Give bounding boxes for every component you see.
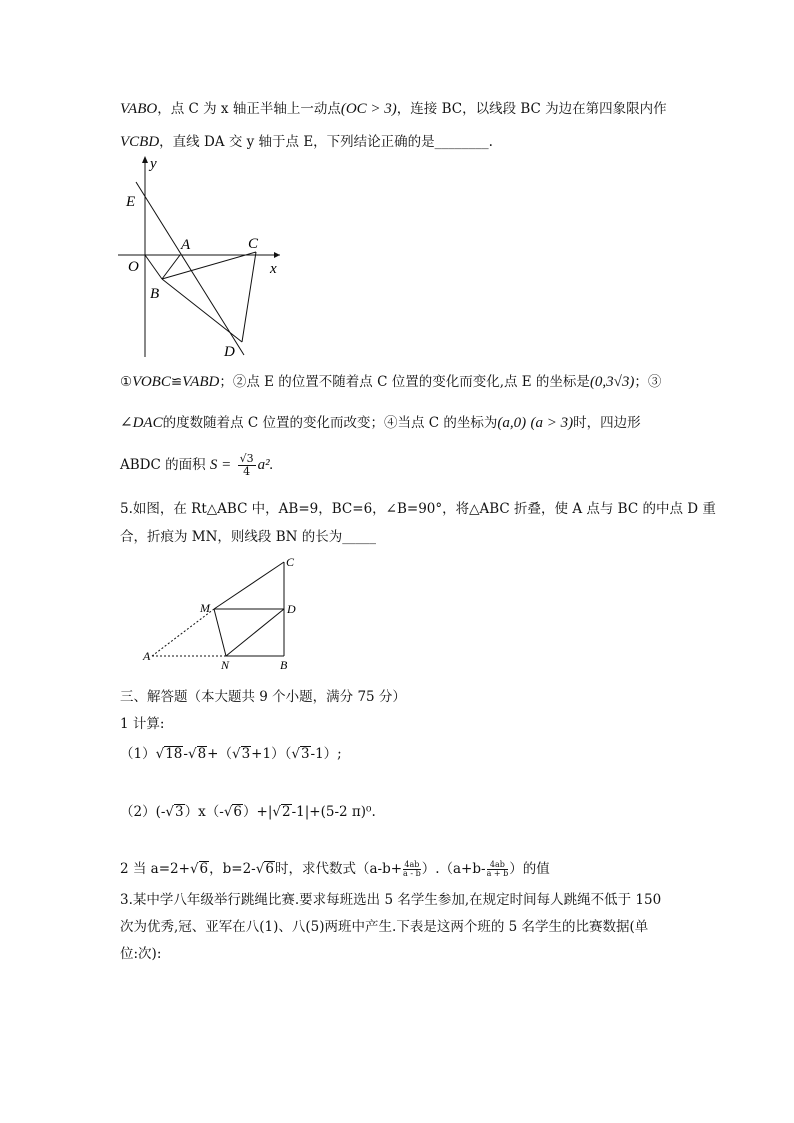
y-axis-arrow [142,156,148,163]
condition-oc: (OC > 3) [340,101,397,117]
area-label: ABDC 的面积 [120,457,206,473]
minus-one-close: -1）; [310,746,342,762]
triangle-abo: VABO [120,101,158,117]
triangle-cbd: VCBD [120,134,160,150]
problem-3-line-1: 3.某中学八年级举行跳绳比赛.要求每班选出 5 名学生参加,在规定时间每人跳绳不低于 150 [120,892,662,908]
plus-open: +（ [207,746,232,762]
conclusion-2-text: ；②点 E 的位置不随着点 C 位置的变化而变化,点 E 的坐标是 [219,374,590,390]
area-formula-tail: a². [257,457,274,473]
radicand-18: 18 [165,746,183,762]
q4-text-1: ，点 C 为 x 轴正半轴上一动点 [157,101,341,117]
q4-conclusion-line-3 [120,452,273,478]
segment-cd [242,252,256,342]
area-fraction-denominator: 4 [243,465,251,478]
q4-text-3: ，直线 DA 交 y 轴于点 E，下列结论正确的是________. [159,134,493,150]
problem-1-part-1: （1）√18-√8+（√3+1）（√3-1）; [120,746,342,762]
problem-2: 2 当 a=2+√6，b=2-√6时，求代数式（a-b+ $\frac{4ab}{a - b}$ ）.（a+b- $\frac{4ab}{a + b}$ ）的值 [120,860,550,878]
p2-fraction-2-numerator: 4ab [487,861,509,870]
q4-text-2: ，连接 BC，以线段 BC 为边在第四象限内作 [396,101,667,117]
q5-fold-figure [140,552,310,674]
p2-expression-middle: ）.（a+b- [421,861,486,877]
segment-bc [162,252,256,279]
angle-dac: ∠DAC [120,415,163,431]
q4-line-1 [120,100,667,118]
triangle-obc: VOBC [132,374,171,390]
radicand-2: 2 [282,804,291,820]
q4-conclusion-line-2 [120,414,641,432]
label-c: C [248,236,259,252]
point-e-coordinate: (0,3√3) [589,374,635,390]
label-y: y [150,156,157,172]
abs-close-tail: -1|+(5-2 π)⁰. [291,804,376,820]
times-sign: ）x（- [184,804,224,820]
x-axis-arrow [274,252,280,258]
q4-line-2 [120,133,493,151]
p2-expression-end: ）的值 [509,861,550,877]
label-d: D [224,344,235,360]
minus-sign: - [183,746,188,762]
q4-coordinate-figure [118,152,288,362]
label-o: O [128,259,139,275]
triangle-abd: VABD [182,374,220,390]
segment-nd [226,609,284,656]
problem-1-part-2: （2）(-√3）x（-√6）+|√2-1|+(5-2 π)⁰. [120,804,376,820]
label-a: A [143,649,151,663]
area-formula-lhs: S = [209,457,232,473]
dotted-am [152,609,214,656]
p2-b-value: ，b=2- [209,861,256,877]
conclusion-4-text: 时，四边形 [573,415,641,431]
congruent-symbol: ≌ [170,374,183,390]
p2-fraction-1-denominator: a - b [403,869,421,878]
p2-fraction-1-numerator: 4ab [404,860,420,869]
marker-3: ；③ [634,374,662,390]
q4-conclusion-line-1 [120,373,661,391]
p2-a-value: 2 当 a=2+ [120,861,190,877]
plus-one-close-open: +1）（ [251,746,292,762]
label-b: B [280,658,288,672]
label-e: E [126,194,136,210]
label-m: M [200,601,210,615]
area-fraction-numerator: √3 [239,452,254,465]
p2-expression-start: 时，求代数式（a-b+ [274,861,403,877]
p2-fraction-2-denominator: a + b [486,869,509,878]
label-c: C [286,555,295,569]
segment-cm [214,562,284,609]
conclusion-3-text: 的度数随着点 C 位置的变化而改变；④当点 C 的坐标为 [162,415,498,431]
area-fraction [238,453,256,478]
p2-fraction-2 [487,861,509,878]
problem-3-line-2: 次为优秀,冠、亚军在八(1)、八(5)两班中产生.下表是这两个班的 5 名学生的比赛数据(单 [120,919,649,935]
radicand-3b: 3 [300,746,310,762]
label-a: A [181,237,191,253]
p2-radicand-6b: 6 [265,861,274,877]
section-3-heading: 三、解答题（本大题共 9 个小题，满分 75 分） [120,689,406,705]
p2-fraction-1 [403,861,421,878]
problem-1-title: 1 计算: [120,716,165,732]
point-c-coordinate: (a,0) [497,415,527,431]
segment-ob [145,255,162,279]
label-b: B [150,286,160,302]
marker-1: ① [120,374,133,390]
radicand-6: 6 [233,804,243,820]
label-n: N [221,658,230,672]
part-1-label: （1） [120,746,156,762]
problem-3-line-3: 位:次): [120,946,162,962]
p2-radicand-6a: 6 [199,861,209,877]
label-x: x [270,261,277,277]
label-d: D [287,602,296,616]
radicand-8: 8 [197,746,207,762]
q5-line-1: 5.如图，在 Rt△ABC 中，AB=9，BC=6，∠B=90°，将△ABC 折叠，使 A 点与 BC 的中点 D 重 [120,501,716,517]
segment-mn [214,609,226,656]
condition-a: (a > 3) [530,415,574,431]
line-ed [136,182,244,355]
abs-open: ）+| [243,804,273,820]
segment-ba [162,255,180,279]
radicand-3a: 3 [241,746,251,762]
radicand-3: 3 [175,804,184,820]
part-2-label: （2）(- [120,804,166,820]
q5-line-2: 合，折痕为 MN，则线段 BN 的长为_____ [120,529,376,545]
